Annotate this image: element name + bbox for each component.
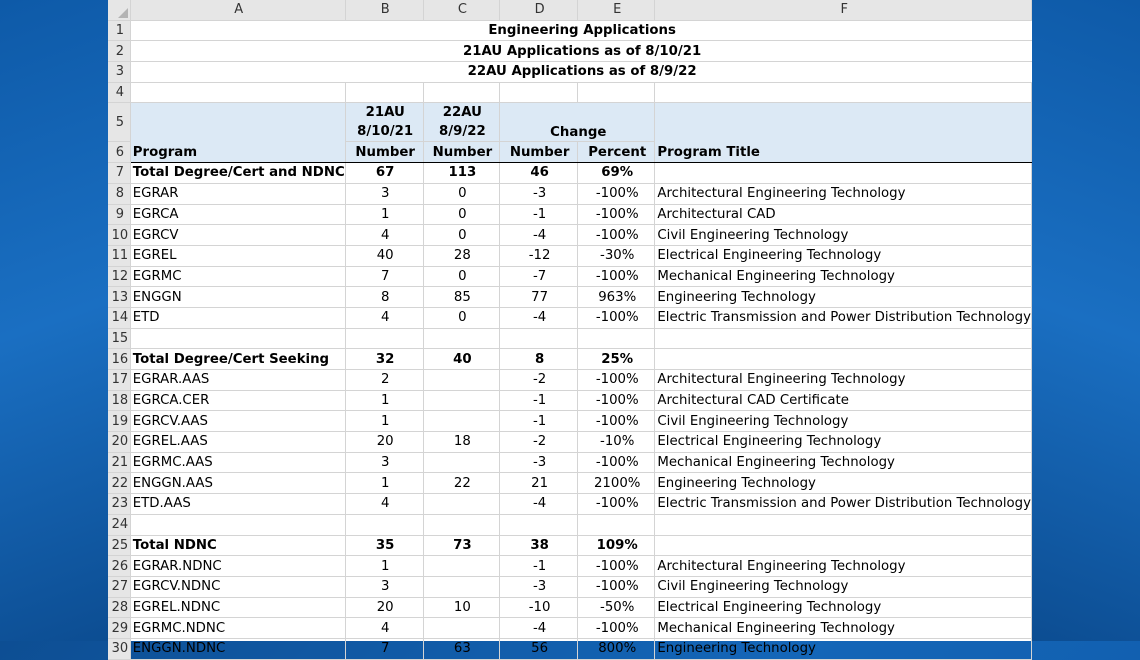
cell-change-percent[interactable]: 25% bbox=[578, 349, 655, 370]
cell-number-21au[interactable]: 40 bbox=[345, 245, 423, 266]
cell-number-21au[interactable]: 1 bbox=[345, 473, 423, 494]
row-header[interactable]: 20 bbox=[108, 432, 130, 453]
cell-change-number[interactable]: -2 bbox=[500, 370, 578, 391]
cell-number-21au[interactable]: 2 bbox=[345, 370, 423, 391]
cell-number-21au[interactable] bbox=[345, 328, 423, 349]
cell[interactable] bbox=[578, 82, 655, 103]
title-line-1[interactable]: Engineering Applications bbox=[130, 20, 1031, 41]
header-b-top[interactable] bbox=[345, 103, 423, 142]
cell-change-percent[interactable]: -100% bbox=[578, 266, 655, 287]
cell-number-21au[interactable]: 7 bbox=[345, 266, 423, 287]
cell-change-percent[interactable] bbox=[578, 514, 655, 535]
cell-change-number[interactable]: -3 bbox=[500, 183, 578, 204]
table-row bbox=[108, 266, 1032, 287]
cell-change-percent[interactable]: -100% bbox=[578, 494, 655, 515]
cell-number-22au[interactable] bbox=[423, 390, 500, 411]
row-header[interactable]: 17 bbox=[108, 370, 130, 391]
background-right bbox=[1032, 0, 1140, 641]
cell-number-22au[interactable] bbox=[423, 370, 500, 391]
cell-program-title[interactable]: Architectural Engineering Technology bbox=[655, 183, 1032, 204]
header-number-d[interactable]: Number bbox=[500, 142, 578, 163]
cell-change-number[interactable]: -4 bbox=[500, 225, 578, 246]
cell-program-title[interactable]: Architectural Engineering Technology bbox=[655, 370, 1032, 391]
column-header-f[interactable]: F bbox=[655, 0, 1032, 20]
table-row bbox=[108, 204, 1032, 225]
row-3 bbox=[108, 62, 1032, 83]
cell-program-title[interactable]: Electric Transmission and Power Distribution Technology bbox=[655, 307, 1032, 328]
row-header[interactable]: 7 bbox=[108, 163, 130, 184]
cell-change-number[interactable]: 38 bbox=[500, 535, 578, 556]
table-row bbox=[108, 328, 1032, 349]
cell-number-22au[interactable] bbox=[423, 618, 500, 639]
header-c-top[interactable] bbox=[423, 103, 500, 142]
header-c-date: 8/9/22 bbox=[439, 124, 486, 140]
column-header-a[interactable]: A bbox=[130, 0, 345, 20]
cell-program-title[interactable]: Architectural Engineering Technology bbox=[655, 556, 1032, 577]
cell-number-22au[interactable]: 28 bbox=[423, 245, 500, 266]
cell-program[interactable]: EGRCA bbox=[130, 204, 345, 225]
header-change[interactable]: Change bbox=[500, 103, 655, 142]
cell-change-percent[interactable]: -100% bbox=[578, 390, 655, 411]
cell-change-number[interactable]: -4 bbox=[500, 618, 578, 639]
row-header[interactable]: 4 bbox=[108, 82, 130, 103]
cell-change-percent[interactable]: -10% bbox=[578, 432, 655, 453]
cell-program-title[interactable]: Electrical Engineering Technology bbox=[655, 432, 1032, 453]
row-header[interactable]: 23 bbox=[108, 494, 130, 515]
row-1 bbox=[108, 20, 1032, 41]
cell-change-percent[interactable]: -100% bbox=[578, 411, 655, 432]
table-row bbox=[108, 225, 1032, 246]
cell[interactable] bbox=[423, 82, 500, 103]
table-row bbox=[108, 576, 1032, 597]
row-header[interactable]: 26 bbox=[108, 556, 130, 577]
table-row bbox=[108, 349, 1032, 370]
cell-change-number[interactable] bbox=[500, 514, 578, 535]
cell-program-title[interactable]: Mechanical Engineering Technology bbox=[655, 452, 1032, 473]
column-header-d[interactable]: D bbox=[500, 0, 578, 20]
cell-program[interactable]: ENGGN.AAS bbox=[130, 473, 345, 494]
cell-change-percent[interactable]: -100% bbox=[578, 576, 655, 597]
cell-number-21au[interactable]: 7 bbox=[345, 638, 423, 659]
cell-change-number[interactable]: -1 bbox=[500, 390, 578, 411]
cell-change-percent[interactable]: -100% bbox=[578, 618, 655, 639]
cell-program[interactable]: ETD.AAS bbox=[130, 494, 345, 515]
cell-number-21au[interactable]: 35 bbox=[345, 535, 423, 556]
cell[interactable] bbox=[130, 103, 345, 142]
header-number-b[interactable]: Number bbox=[345, 142, 423, 163]
row-4 bbox=[108, 82, 1032, 103]
title-line-3[interactable]: 22AU Applications as of 8/9/22 bbox=[130, 62, 1031, 83]
cell-change-percent[interactable] bbox=[578, 328, 655, 349]
row-header[interactable]: 11 bbox=[108, 245, 130, 266]
cell-number-22au[interactable] bbox=[423, 494, 500, 515]
background-left bbox=[0, 0, 108, 641]
cell-change-percent[interactable]: -100% bbox=[578, 556, 655, 577]
row-header[interactable]: 16 bbox=[108, 349, 130, 370]
cell-program[interactable]: Total Degree/Cert Seeking bbox=[130, 349, 345, 370]
column-header-b[interactable]: B bbox=[345, 0, 423, 20]
cell-program[interactable] bbox=[130, 328, 345, 349]
column-header-c[interactable]: C bbox=[423, 0, 500, 20]
cell-program[interactable]: Total Degree/Cert and NDNC bbox=[130, 163, 345, 184]
cell-change-number[interactable]: -3 bbox=[500, 576, 578, 597]
row-header[interactable]: 6 bbox=[108, 142, 130, 163]
cell-program[interactable]: EGRAR.NDNC bbox=[130, 556, 345, 577]
cell-number-21au[interactable] bbox=[345, 514, 423, 535]
cell-number-22au[interactable]: 0 bbox=[423, 225, 500, 246]
cell-program-title[interactable]: Architectural CAD bbox=[655, 204, 1032, 225]
cell-program-title[interactable] bbox=[655, 349, 1032, 370]
cell-program[interactable]: ENGGN bbox=[130, 287, 345, 308]
row-header[interactable]: 29 bbox=[108, 618, 130, 639]
cell-program-title[interactable]: Civil Engineering Technology bbox=[655, 225, 1032, 246]
row-header[interactable]: 1 bbox=[108, 20, 130, 41]
cell-change-number[interactable]: 56 bbox=[500, 638, 578, 659]
row-header[interactable]: 18 bbox=[108, 390, 130, 411]
cell-program[interactable]: EGREL.AAS bbox=[130, 432, 345, 453]
cell-number-21au[interactable]: 4 bbox=[345, 494, 423, 515]
table-row bbox=[108, 618, 1032, 639]
table-row bbox=[108, 183, 1032, 204]
header-number-c[interactable]: Number bbox=[423, 142, 500, 163]
cell-program-title[interactable]: Electrical Engineering Technology bbox=[655, 245, 1032, 266]
cell-change-number[interactable]: 46 bbox=[500, 163, 578, 184]
cell-program[interactable]: EGRMC.AAS bbox=[130, 452, 345, 473]
table-row bbox=[108, 370, 1032, 391]
row-header[interactable]: 25 bbox=[108, 535, 130, 556]
cell-change-number[interactable]: -10 bbox=[500, 597, 578, 618]
column-header-row bbox=[108, 0, 1032, 20]
table-row bbox=[108, 494, 1032, 515]
table-row bbox=[108, 432, 1032, 453]
cell-program-title[interactable]: Architectural CAD Certificate bbox=[655, 390, 1032, 411]
cell-number-22au[interactable]: 63 bbox=[423, 638, 500, 659]
row-header[interactable]: 22 bbox=[108, 473, 130, 494]
cell-number-22au[interactable] bbox=[423, 452, 500, 473]
cell-number-21au[interactable]: 1 bbox=[345, 390, 423, 411]
cell-program-title[interactable]: Mechanical Engineering Technology bbox=[655, 618, 1032, 639]
cell-change-percent[interactable]: -100% bbox=[578, 307, 655, 328]
row-header[interactable]: 14 bbox=[108, 307, 130, 328]
cell-number-21au[interactable]: 3 bbox=[345, 183, 423, 204]
cell-number-21au[interactable]: 20 bbox=[345, 597, 423, 618]
spreadsheet bbox=[108, 0, 1032, 657]
cell-program-title[interactable]: Engineering Technology bbox=[655, 638, 1032, 659]
row-header[interactable]: 21 bbox=[108, 452, 130, 473]
cell-change-percent[interactable]: -100% bbox=[578, 204, 655, 225]
row-6 bbox=[108, 142, 1032, 163]
cell-number-22au[interactable]: 0 bbox=[423, 183, 500, 204]
cell-change-number[interactable]: -1 bbox=[500, 411, 578, 432]
cell-change-percent[interactable]: -100% bbox=[578, 183, 655, 204]
cell-number-21au[interactable]: 20 bbox=[345, 432, 423, 453]
cell[interactable] bbox=[655, 103, 1032, 142]
cell-program[interactable]: EGRAR bbox=[130, 183, 345, 204]
cell[interactable] bbox=[130, 82, 345, 103]
cell-change-number[interactable]: -4 bbox=[500, 494, 578, 515]
cell-change-percent[interactable]: -30% bbox=[578, 245, 655, 266]
header-program[interactable]: Program bbox=[130, 142, 345, 163]
cell-program-title[interactable] bbox=[655, 163, 1032, 184]
cell-number-21au[interactable]: 1 bbox=[345, 556, 423, 577]
cell-program[interactable]: Total NDNC bbox=[130, 535, 345, 556]
cell-change-number[interactable]: 8 bbox=[500, 349, 578, 370]
table-row bbox=[108, 556, 1032, 577]
cell-number-21au[interactable]: 32 bbox=[345, 349, 423, 370]
row-header[interactable]: 19 bbox=[108, 411, 130, 432]
cell-program-title[interactable]: Electrical Engineering Technology bbox=[655, 597, 1032, 618]
cell-program-title[interactable]: Electric Transmission and Power Distribution Technology bbox=[655, 494, 1032, 515]
header-percent[interactable]: Percent bbox=[578, 142, 655, 163]
cell-program[interactable]: ETD bbox=[130, 307, 345, 328]
table-row bbox=[108, 597, 1032, 618]
cell-number-21au[interactable]: 1 bbox=[345, 204, 423, 225]
cell-change-percent[interactable]: 2100% bbox=[578, 473, 655, 494]
table-row bbox=[108, 535, 1032, 556]
cell-change-percent[interactable]: 69% bbox=[578, 163, 655, 184]
cell-number-22au[interactable] bbox=[423, 556, 500, 577]
header-b-date: 8/10/21 bbox=[357, 124, 414, 140]
cell-change-number[interactable]: -1 bbox=[500, 556, 578, 577]
table-row bbox=[108, 473, 1032, 494]
cell-number-21au[interactable]: 3 bbox=[345, 576, 423, 597]
row-header[interactable]: 3 bbox=[108, 62, 130, 83]
cell-change-number[interactable]: -2 bbox=[500, 432, 578, 453]
cell-program[interactable]: EGRAR.AAS bbox=[130, 370, 345, 391]
row-header[interactable]: 28 bbox=[108, 597, 130, 618]
cell-change-number[interactable]: -1 bbox=[500, 204, 578, 225]
row-header[interactable]: 9 bbox=[108, 204, 130, 225]
cell[interactable] bbox=[500, 82, 578, 103]
cell-number-22au[interactable]: 0 bbox=[423, 266, 500, 287]
cell-change-percent[interactable]: -100% bbox=[578, 370, 655, 391]
table-row bbox=[108, 390, 1032, 411]
cell-number-22au[interactable]: 18 bbox=[423, 432, 500, 453]
cell-change-number[interactable]: -3 bbox=[500, 452, 578, 473]
header-c-term: 22AU bbox=[442, 105, 482, 121]
cell[interactable] bbox=[655, 82, 1032, 103]
row-2 bbox=[108, 41, 1032, 62]
cell-number-22au[interactable]: 113 bbox=[423, 163, 500, 184]
column-header-e[interactable]: E bbox=[578, 0, 655, 20]
cell-number-21au[interactable]: 1 bbox=[345, 411, 423, 432]
cell-number-22au[interactable]: 73 bbox=[423, 535, 500, 556]
cell-number-22au[interactable] bbox=[423, 514, 500, 535]
cell-program-title[interactable]: Engineering Technology bbox=[655, 473, 1032, 494]
cell-program[interactable]: EGRCA.CER bbox=[130, 390, 345, 411]
cell-program[interactable]: EGRCV.AAS bbox=[130, 411, 345, 432]
cell-number-21au[interactable]: 4 bbox=[345, 618, 423, 639]
cell-number-21au[interactable]: 3 bbox=[345, 452, 423, 473]
row-header[interactable]: 2 bbox=[108, 41, 130, 62]
table-row bbox=[108, 452, 1032, 473]
table-row bbox=[108, 245, 1032, 266]
cell-program[interactable]: ENGGN.NDNC bbox=[130, 638, 345, 659]
cell-program-title[interactable] bbox=[655, 328, 1032, 349]
cell-change-number[interactable]: -7 bbox=[500, 266, 578, 287]
row-header[interactable]: 27 bbox=[108, 576, 130, 597]
cell-number-22au[interactable]: 85 bbox=[423, 287, 500, 308]
cell-program[interactable]: EGRMC.NDNC bbox=[130, 618, 345, 639]
cell-program[interactable] bbox=[130, 514, 345, 535]
table-row bbox=[108, 411, 1032, 432]
row-header[interactable]: 10 bbox=[108, 225, 130, 246]
row-header[interactable]: 15 bbox=[108, 328, 130, 349]
cell-program[interactable]: EGREL.NDNC bbox=[130, 597, 345, 618]
row-header[interactable]: 24 bbox=[108, 514, 130, 535]
cell-number-22au[interactable]: 0 bbox=[423, 204, 500, 225]
cell-change-percent[interactable]: -100% bbox=[578, 452, 655, 473]
table-row bbox=[108, 287, 1032, 308]
cell-program[interactable]: EGRCV bbox=[130, 225, 345, 246]
cell-number-21au[interactable]: 4 bbox=[345, 225, 423, 246]
row-header[interactable]: 5 bbox=[108, 103, 130, 142]
table-row bbox=[108, 638, 1032, 659]
cell-change-number[interactable]: -4 bbox=[500, 307, 578, 328]
cell-program-title[interactable]: Mechanical Engineering Technology bbox=[655, 266, 1032, 287]
cell-program-title[interactable]: Civil Engineering Technology bbox=[655, 576, 1032, 597]
table-row bbox=[108, 307, 1032, 328]
cell-program-title[interactable]: Civil Engineering Technology bbox=[655, 411, 1032, 432]
header-program-title[interactable]: Program Title bbox=[655, 142, 1032, 163]
cell-program-title[interactable] bbox=[655, 514, 1032, 535]
cell-change-percent[interactable]: -100% bbox=[578, 225, 655, 246]
row-header[interactable]: 30 bbox=[108, 638, 130, 659]
cell-change-number[interactable]: -12 bbox=[500, 245, 578, 266]
cell[interactable] bbox=[345, 82, 423, 103]
row-header[interactable]: 13 bbox=[108, 287, 130, 308]
cell-number-22au[interactable] bbox=[423, 328, 500, 349]
cell-change-percent[interactable]: 109% bbox=[578, 535, 655, 556]
cell-change-number[interactable] bbox=[500, 328, 578, 349]
cell-number-21au[interactable]: 67 bbox=[345, 163, 423, 184]
row-5 bbox=[108, 103, 1032, 142]
cell-program-title[interactable]: Engineering Technology bbox=[655, 287, 1032, 308]
cell-change-percent[interactable]: -50% bbox=[578, 597, 655, 618]
cell-number-21au[interactable]: 8 bbox=[345, 287, 423, 308]
cell-number-22au[interactable] bbox=[423, 411, 500, 432]
cell-program-title[interactable] bbox=[655, 535, 1032, 556]
select-all-corner[interactable] bbox=[108, 0, 130, 20]
table-row bbox=[108, 163, 1032, 184]
cell-change-number[interactable]: 21 bbox=[500, 473, 578, 494]
title-line-2[interactable]: 21AU Applications as of 8/10/21 bbox=[130, 41, 1031, 62]
cell-change-percent[interactable]: 800% bbox=[578, 638, 655, 659]
cell-program[interactable]: EGREL bbox=[130, 245, 345, 266]
table-row bbox=[108, 514, 1032, 535]
cell-program[interactable]: EGRCV.NDNC bbox=[130, 576, 345, 597]
cell-number-22au[interactable] bbox=[423, 576, 500, 597]
cell-number-22au[interactable]: 10 bbox=[423, 597, 500, 618]
cell-number-22au[interactable]: 40 bbox=[423, 349, 500, 370]
cell-program[interactable]: EGRMC bbox=[130, 266, 345, 287]
row-header[interactable]: 12 bbox=[108, 266, 130, 287]
cell-number-21au[interactable]: 4 bbox=[345, 307, 423, 328]
header-b-term: 21AU bbox=[365, 105, 405, 121]
cell-number-22au[interactable]: 0 bbox=[423, 307, 500, 328]
cell-change-percent[interactable]: 963% bbox=[578, 287, 655, 308]
row-header[interactable]: 8 bbox=[108, 183, 130, 204]
cell-change-number[interactable]: 77 bbox=[500, 287, 578, 308]
spreadsheet-grid bbox=[108, 0, 1032, 660]
cell-number-22au[interactable]: 22 bbox=[423, 473, 500, 494]
